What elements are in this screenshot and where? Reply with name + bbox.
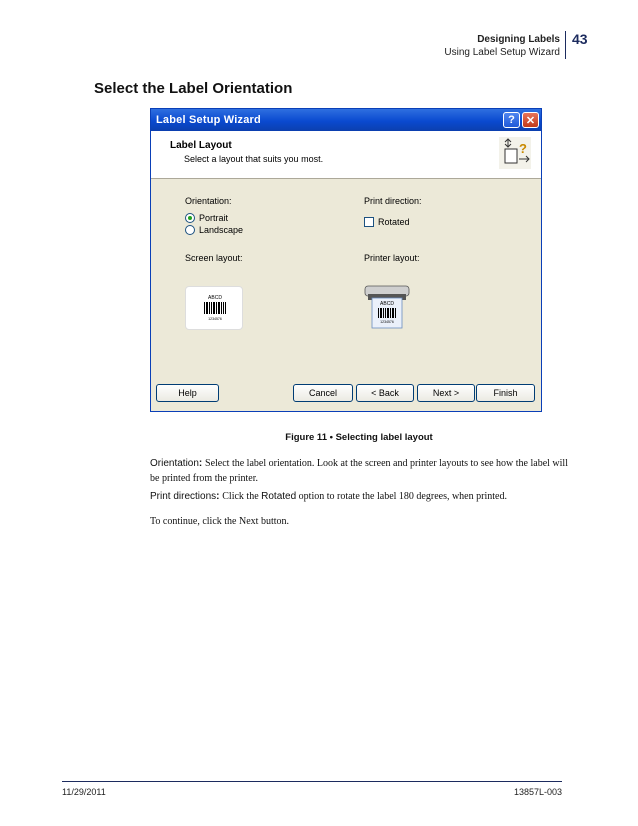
dialog-title: Label Setup Wizard: [156, 114, 261, 126]
term-separator: :: [216, 491, 223, 502]
label-setup-wizard-dialog: [150, 108, 542, 412]
portrait-radio[interactable]: [185, 213, 228, 223]
landscape-radio-button[interactable]: [185, 225, 195, 235]
sample-barcode-number: 1234576: [208, 317, 222, 321]
printer-layout-label: Printer layout:: [364, 253, 420, 263]
rotated-checkbox-box[interactable]: [364, 217, 374, 227]
page-number: 43: [572, 31, 588, 47]
svg-text:?: ?: [519, 141, 527, 156]
wizard-heading: Label Layout: [170, 140, 232, 151]
print-directions-term: Print directions: [150, 491, 217, 502]
footer-doc-number: 13857L-003: [513, 787, 562, 797]
help-button[interactable]: Help: [156, 384, 219, 402]
chapter-title: Designing Labels: [477, 34, 560, 45]
printer-icon: [363, 284, 411, 330]
next-ui-term: Next: [239, 516, 259, 527]
running-header: [444, 33, 560, 59]
print-directions-post: option to rotate the label 180 degrees, when printed.: [296, 491, 507, 502]
print-directions-paragraph: [150, 489, 570, 504]
rotated-ui-term: Rotated: [261, 491, 297, 502]
close-icon[interactable]: ✕: [522, 112, 539, 128]
landscape-radio[interactable]: [185, 225, 243, 235]
footer-date: 11/29/2011: [62, 787, 106, 797]
orientation-text: Select the label orientation. Look at the screen and printer layouts to see how the label will be printed from the printer.: [150, 458, 568, 484]
rotated-checkbox[interactable]: [364, 217, 410, 227]
next-button[interactable]: Next >: [417, 384, 475, 402]
cancel-button[interactable]: Cancel: [293, 384, 353, 402]
wizard-subheading: Select a layout that suits you most.: [184, 154, 324, 164]
section-name: Using Label Setup Wizard: [444, 47, 560, 58]
portrait-radio-button[interactable]: [185, 213, 195, 223]
radio-selected-dot: [188, 216, 192, 220]
dialog-titlebar: [151, 109, 541, 131]
term-separator: :: [198, 458, 206, 469]
back-button[interactable]: < Back: [356, 384, 414, 402]
screen-layout-label: Screen layout:: [185, 253, 243, 263]
finish-button[interactable]: Finish: [476, 384, 535, 402]
wizard-body: [151, 179, 541, 389]
sample-text: ABCD: [208, 295, 222, 301]
label-layout-icon: [499, 137, 531, 169]
printer-sample-text: ABCD: [380, 301, 394, 307]
rotated-label: Rotated: [378, 217, 410, 227]
header-divider: [565, 31, 566, 59]
barcode-label-icon: [186, 287, 244, 331]
wizard-header: [151, 131, 541, 179]
orientation-paragraph: [150, 456, 570, 486]
continue-pre: To continue, click the: [150, 516, 239, 527]
help-icon[interactable]: ?: [503, 112, 520, 128]
orientation-label: Orientation:: [185, 196, 232, 206]
orientation-term: Orientation: [150, 458, 199, 469]
portrait-label: Portrait: [199, 213, 229, 223]
footer-rule: [62, 781, 562, 782]
landscape-label: Landscape: [199, 225, 244, 235]
figure-caption: Figure 11 • Selecting label layout: [285, 432, 433, 443]
section-title: Select the Label Orientation: [94, 80, 293, 97]
print-direction-label: Print direction:: [364, 196, 422, 206]
continue-post: button.: [258, 516, 290, 527]
print-directions-pre: Click the: [222, 491, 262, 502]
continue-paragraph: [150, 514, 570, 529]
printer-sample-number: 1234576: [380, 320, 394, 324]
screen-layout-preview: [185, 286, 243, 330]
